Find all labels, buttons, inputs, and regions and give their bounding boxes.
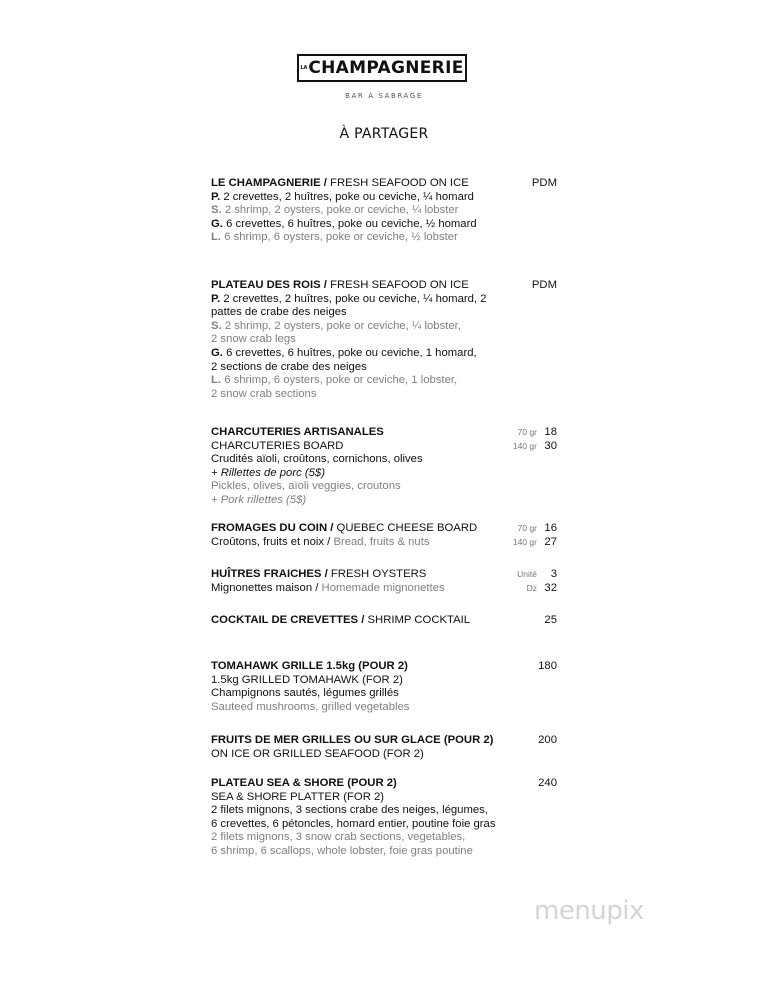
item-subtitle: 1.5kg GRILLED TOMAHAWK (FOR 2) [211, 673, 403, 686]
menu-item-tomahawk [211, 660, 501, 714]
item-subtitle: SEA & SHORE PLATTER (FOR 2) [211, 790, 385, 803]
price-value: 18 [544, 426, 557, 438]
item-subtitle: ON ICE OR GRILLED SEAFOOD (FOR 2) [211, 747, 424, 760]
size-prefix: G. [211, 346, 223, 359]
size-prefix: S. [211, 319, 222, 332]
item-description-en: Pickles, olives, aïoli veggies, croutons [211, 480, 401, 493]
size-prefix: P. [211, 292, 221, 305]
item-description-en: 6 shrimp, 6 scallops, whole lobster, foie gras poutine [211, 844, 473, 857]
portion-size: 140 gr [512, 536, 537, 547]
item-price [544, 614, 557, 628]
item-name: TOMAHAWK GRILLE 1.5kg (POUR 2) [211, 660, 408, 672]
item-price [538, 734, 557, 748]
item-line: 2 shrimp, 2 oysters, poke or ceviche, ¼ lobster, 2 snow crab legs [211, 319, 461, 346]
menu-item-fruits-de-mer [211, 734, 501, 761]
item-description-en: Homemade mignonettes [321, 581, 445, 594]
item-line: 2 crevettes, 2 huîtres, poke ou ceviche, ¼ homard [223, 190, 474, 203]
item-line: 6 shrimp, 6 oysters, poke or ceviche, 1 lobster, 2 snow crab sections [211, 374, 458, 400]
menu-item-fromages [211, 522, 501, 549]
section-title: À PARTAGER [339, 126, 429, 142]
size-prefix: L. [211, 231, 222, 244]
item-line: 2 crevettes, 2 huîtres, poke ou ceviche, ¼ homard, 2 pattes de crabe des neiges [211, 292, 487, 319]
price-value: 3 [550, 568, 557, 580]
item-description-fr: Crudités aïoli, croûtons, cornichons, olives [211, 453, 423, 466]
portion-size: Unité [517, 569, 537, 579]
item-name: COCKTAIL DE CREVETTES / [211, 614, 365, 626]
menu-item-sea-and-shore [211, 777, 501, 859]
item-description-en: 2 filets mignons, 3 snow crab sections, vegetables, [211, 831, 466, 844]
price-value: 32 [544, 581, 557, 594]
tagline: BAR À SABRAGE [345, 92, 423, 100]
price-value: PDM [531, 279, 557, 291]
logo-prefix: LA [300, 64, 308, 71]
size-prefix: S. [211, 204, 222, 217]
item-description-fr: Croûtons, fruits et noix / [211, 535, 331, 548]
portion-size: 70 gr [517, 523, 537, 533]
item-name: CHARCUTERIES ARTISANALES [211, 426, 384, 438]
item-description-en: Sauteed mushrooms, grilled vegetables [211, 700, 410, 713]
size-prefix: P. [211, 190, 221, 203]
item-line: 2 shrimp, 2 oysters, poke or ceviche, ¼ lobster [224, 204, 459, 217]
price-value: 16 [544, 522, 557, 534]
portion-size: Dz [526, 582, 537, 593]
item-description-en: Bread, fruits & nuts [333, 535, 430, 548]
item-subtitle: FRESH SEAFOOD ON ICE [330, 177, 469, 189]
item-name: LE CHAMPAGNERIE / [211, 177, 327, 189]
item-extra-en: + Pork rillettes (5$) [211, 493, 307, 506]
price-value: 240 [538, 777, 557, 789]
item-name: PLATEAU SEA & SHORE (POUR 2) [211, 777, 397, 789]
item-price [538, 660, 557, 674]
item-line: 6 crevettes, 6 huîtres, poke ou ceviche, 1 homard, 2 sections de crabe des neiges [211, 346, 477, 373]
item-line: 6 shrimp, 6 oysters, poke or ceviche, ½ lobster [224, 231, 458, 244]
portion-size: 140 gr [512, 440, 537, 451]
item-line: 6 crevettes, 6 huîtres, poke ou ceviche, ½ homard [226, 217, 477, 230]
menu-item-plateau-des-rois [211, 279, 501, 401]
menu-item-le-champagnerie [211, 177, 501, 245]
item-extra-fr: + Rillettes de porc (5$) [211, 466, 325, 479]
price-value: 180 [538, 660, 557, 672]
size-prefix: L. [211, 374, 222, 387]
item-prices [513, 522, 557, 549]
portion-size: 70 gr [517, 427, 537, 437]
item-price [538, 777, 557, 791]
item-name: FRUITS DE MER GRILLES OU SUR GLACE (POUR 2) [211, 734, 494, 746]
menu-item-cocktail-crevettes [211, 614, 501, 628]
menupix-watermark: menupix [534, 896, 644, 926]
item-name: PLATEAU DES ROIS / [211, 279, 327, 291]
size-prefix: G. [211, 217, 223, 230]
item-price [532, 279, 557, 293]
item-prices [517, 568, 557, 595]
item-subtitle: FRESH OYSTERS [330, 568, 427, 580]
item-name: FROMAGES DU COIN / [211, 522, 334, 534]
item-name: HUÎTRES FRAICHES / [211, 568, 328, 580]
item-price [532, 177, 557, 191]
item-description-fr: Mignonettes maison / [211, 581, 319, 594]
item-description-fr: 2 filets mignons, 3 sections crabe des neiges, légumes, [211, 804, 488, 817]
item-description-fr: 6 crevettes, 6 pétoncles, homard entier, poutine foie gras [211, 817, 496, 830]
price-value: PDM [531, 177, 557, 189]
price-value: 27 [544, 535, 557, 548]
menu-item-charcuteries [211, 426, 501, 508]
item-subtitle: SHRIMP COCKTAIL [367, 614, 471, 626]
item-subtitle: FRESH SEAFOOD ON ICE [330, 279, 469, 291]
item-subtitle: CHARCUTERIES BOARD [211, 439, 344, 452]
menu-item-huitres [211, 568, 501, 595]
restaurant-logo [297, 54, 467, 82]
item-description-fr: Champignons sautés, légumes grillés [211, 687, 399, 700]
price-value: 25 [544, 614, 557, 626]
price-value: 200 [538, 734, 557, 746]
logo-name: CHAMPAGNERIE [308, 58, 464, 78]
item-prices [513, 426, 557, 453]
price-value: 30 [544, 439, 557, 452]
item-subtitle: QUEBEC CHEESE BOARD [336, 522, 478, 534]
